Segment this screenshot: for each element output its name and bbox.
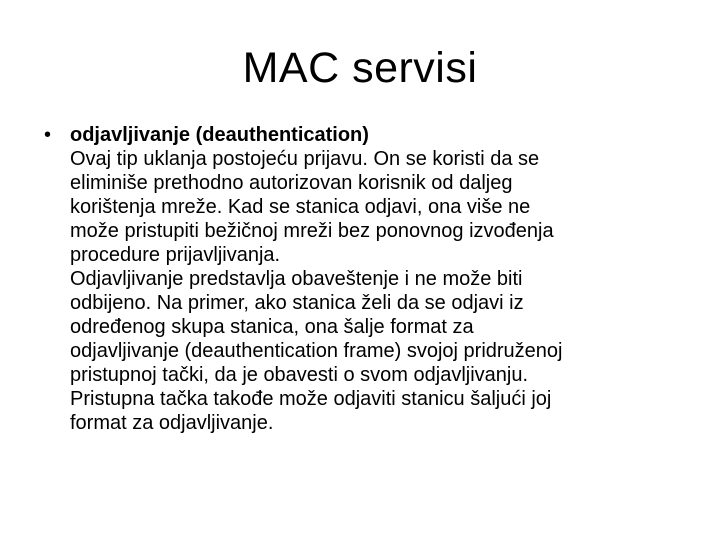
text-line: procedure prijavljivanja.	[70, 244, 281, 266]
text-line: odbijeno. Na primer, ako stanica želi da se odjavi iz	[70, 292, 524, 314]
text-line: odjavljivanje (deauthentication frame) svojoj pridruženoj	[70, 340, 563, 362]
bullet-body	[70, 123, 694, 435]
bullet-icon: •	[44, 124, 52, 146]
text-line: može pristupiti bežičnoj mreži bez ponovnog izvođenja	[70, 220, 554, 242]
text-line: Ovaj tip uklanja postojeću prijavu. On se koristi da se	[70, 148, 540, 170]
bullet-item	[44, 123, 694, 435]
text-line: Odjavljivanje predstavlja obaveštenje i ne može biti	[70, 268, 523, 290]
text-line: format za odjavljivanje.	[70, 412, 274, 434]
bullet-heading: odjavljivanje (deauthentication)	[70, 124, 369, 146]
slide-content	[44, 123, 694, 435]
text-line: Pristupna tačka takođe može odjaviti stanicu šaljući joj	[70, 388, 552, 410]
text-line: eliminiše prethodno autorizovan korisnik od daljeg	[70, 172, 513, 194]
slide-title: MAC servisi	[242, 44, 478, 92]
paragraph-1	[70, 147, 694, 267]
text-line: određenog skupa stanica, ona šalje format za	[70, 316, 474, 338]
paragraph-2	[70, 267, 694, 435]
text-line: korištenja mreže. Kad se stanica odjavi, ona više ne	[70, 196, 531, 218]
text-line: pristupnoj tački, da je obavesti o svom odjavljivanju.	[70, 364, 529, 386]
